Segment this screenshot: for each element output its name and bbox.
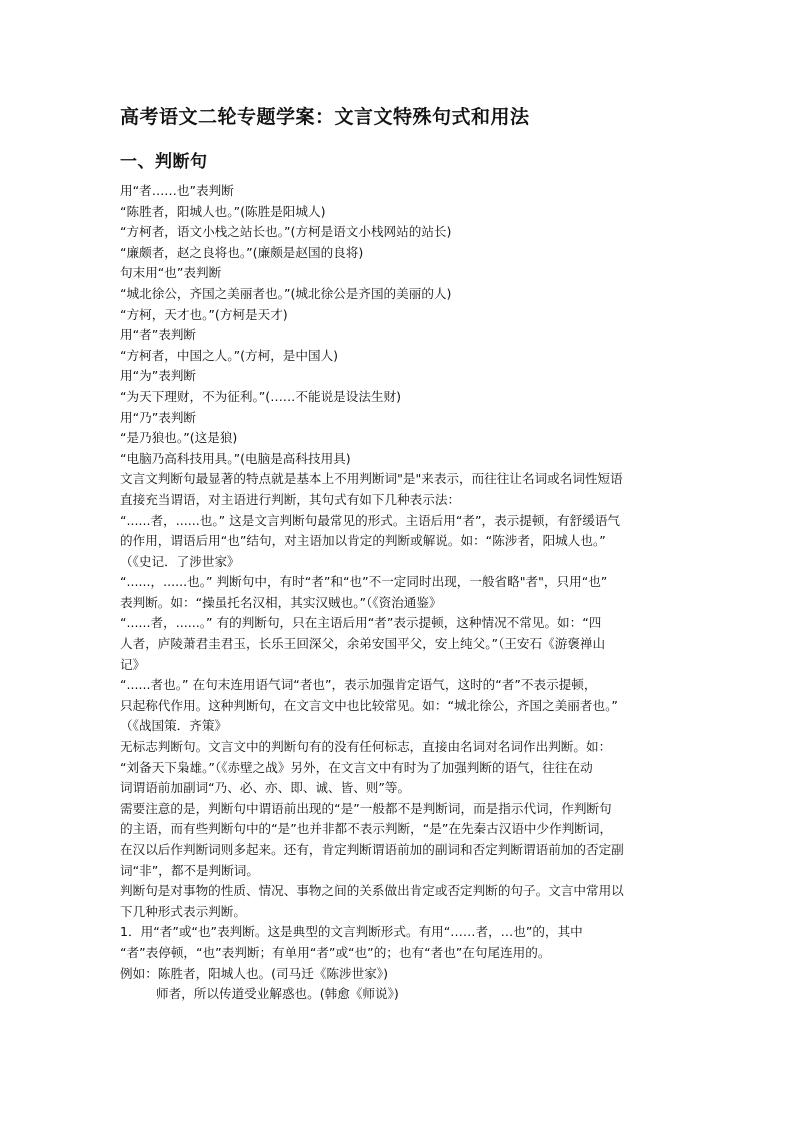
text-line: 词谓语前加副词“乃、必、亦、即、诚、皆、则”等。 <box>120 780 411 796</box>
text-line: 文言文判断句最显著的特点就是基本上不用判断词"是"来表示，而往往让名词或名词性短语 <box>120 471 623 487</box>
text-line: 判断句是对事物的性质、情况、事物之间的关系做出肯定或否定判断的句子。文言中常用以 <box>120 883 624 899</box>
text-line: 用“者”表判断 <box>120 327 197 343</box>
text-line: 记》 <box>120 656 146 672</box>
text-line: 句末用“也”表判断 <box>120 265 222 281</box>
text-line: “者”表停顿，“也”表判断；有单用“者”或“也”的；也有“者也”在句尾连用的。 <box>120 944 551 960</box>
text-line: “是乃狼也。”(这是狼) <box>120 430 238 446</box>
text-line: （《战国策．齐策》 <box>120 718 228 734</box>
text-line: 下几种形式表示判断。 <box>120 903 246 919</box>
text-line: 词“非”，都不是判断词。 <box>120 862 259 878</box>
document-title: 高考语文二轮专题学案：文言文特殊句式和用法 <box>120 106 530 128</box>
text-line: 直接充当谓语，对主语进行判断，其句式有如下几种表示法： <box>120 491 461 507</box>
text-line: “......者，......。” 有的判断句，只在主语后用“者”表示提顿，这种情况不常见。如：“四 <box>120 615 602 631</box>
text-line: 师者，所以传道受业解惑也。(韩愈《师说》) <box>156 986 399 1002</box>
text-line: “廉颇者，赵之良将也。”(廉颇是赵国的良将) <box>120 244 364 260</box>
document-page <box>120 104 680 1005</box>
text-line: 例如：陈胜者，阳城人也。(司马迁《陈涉世家》) <box>120 965 388 981</box>
text-line: “方柯者，中国之人。”(方柯，是中国人) <box>120 347 339 363</box>
text-line: 无标志判断句。文言文中的判断句有的没有任何标志，直接由名词对名词作出判断。如： <box>120 739 612 755</box>
text-line: 用“乃”表判断 <box>120 409 197 425</box>
text-line: “......，......也。” 判断句中，有时“者”和“也”不一定同时出现，一般省略"者"，只用“也” <box>120 574 608 590</box>
text-line: “......者也。” 在句末连用语气词“者也”，表示加强肯定语气，这时的“者”不表示提顿， <box>120 677 597 693</box>
text-line: “电脑乃高科技用具。”(电脑是高科技用具) <box>120 450 351 466</box>
text-line: 的作用，谓语后用“也”结句，对主语加以肯定的判断或解说。如：“陈涉者，阳城人也。” <box>120 533 606 549</box>
text-line: “方柯，天才也。”(方柯是天才) <box>120 306 288 322</box>
text-line: 用“者……也”表判断 <box>120 183 234 198</box>
text-line: 在汉以后作判断词则多起来。还有，肯定判断谓语前加的副词和否定判断谓语前加的否定副 <box>120 842 624 857</box>
text-line: 需要注意的是，判断句中谓语前出现的“是”一般都不是判断词，而是指示代词，作判断句 <box>120 800 612 816</box>
text-line: “方柯者，语文小栈之站长也。”(方柯是语文小栈网站的站长) <box>120 224 452 240</box>
text-line: “为天下理财，不为征利。”(……不能说是设法生财) <box>120 388 402 404</box>
text-line: 人者，庐陵萧君圭君玉，长乐王回深父，余弟安国平父，安上纯父。”（王安石《游褒禅山 <box>120 636 606 652</box>
section-heading: 一、判断句 <box>120 152 208 172</box>
text-line: 的主语，而有些判断句中的“是”也并非都不表示判断，“是”在先秦古汉语中少作判断词， <box>120 821 613 837</box>
text-line: 只起称代作用。这种判断句，在文言文中也比较常见。如：“城北徐公，齐国之美丽者也。” <box>120 697 618 713</box>
text-line: 1．用“者”或“也”表判断。这是典型的文言判断形式。有用“……者，…也”的，其中 <box>120 924 583 940</box>
text-line: “城北徐公，齐国之美丽者也。”(城北徐公是齐国的美丽的人) <box>120 285 452 301</box>
text-line: （《史记．了涉世家》 <box>120 553 240 569</box>
text-line: 用“为”表判断 <box>120 368 197 384</box>
text-line: 表判断。如：“操虽托名汉相，其实汉贼也。”（《资治通鉴》 <box>120 594 442 610</box>
text-line: “刘备天下枭雄。”（《赤壁之战》另外，在文言文中有时为了加强判断的语气，往往在动 <box>120 759 593 775</box>
document-body <box>120 181 680 1005</box>
text-line: “陈胜者，阳城人也。”(陈胜是阳城人) <box>120 203 326 219</box>
text-line: “......者，......也。” 这是文言判断句最常见的形式。主语后用“者”，表示提顿，有舒缓语气 <box>120 512 621 528</box>
